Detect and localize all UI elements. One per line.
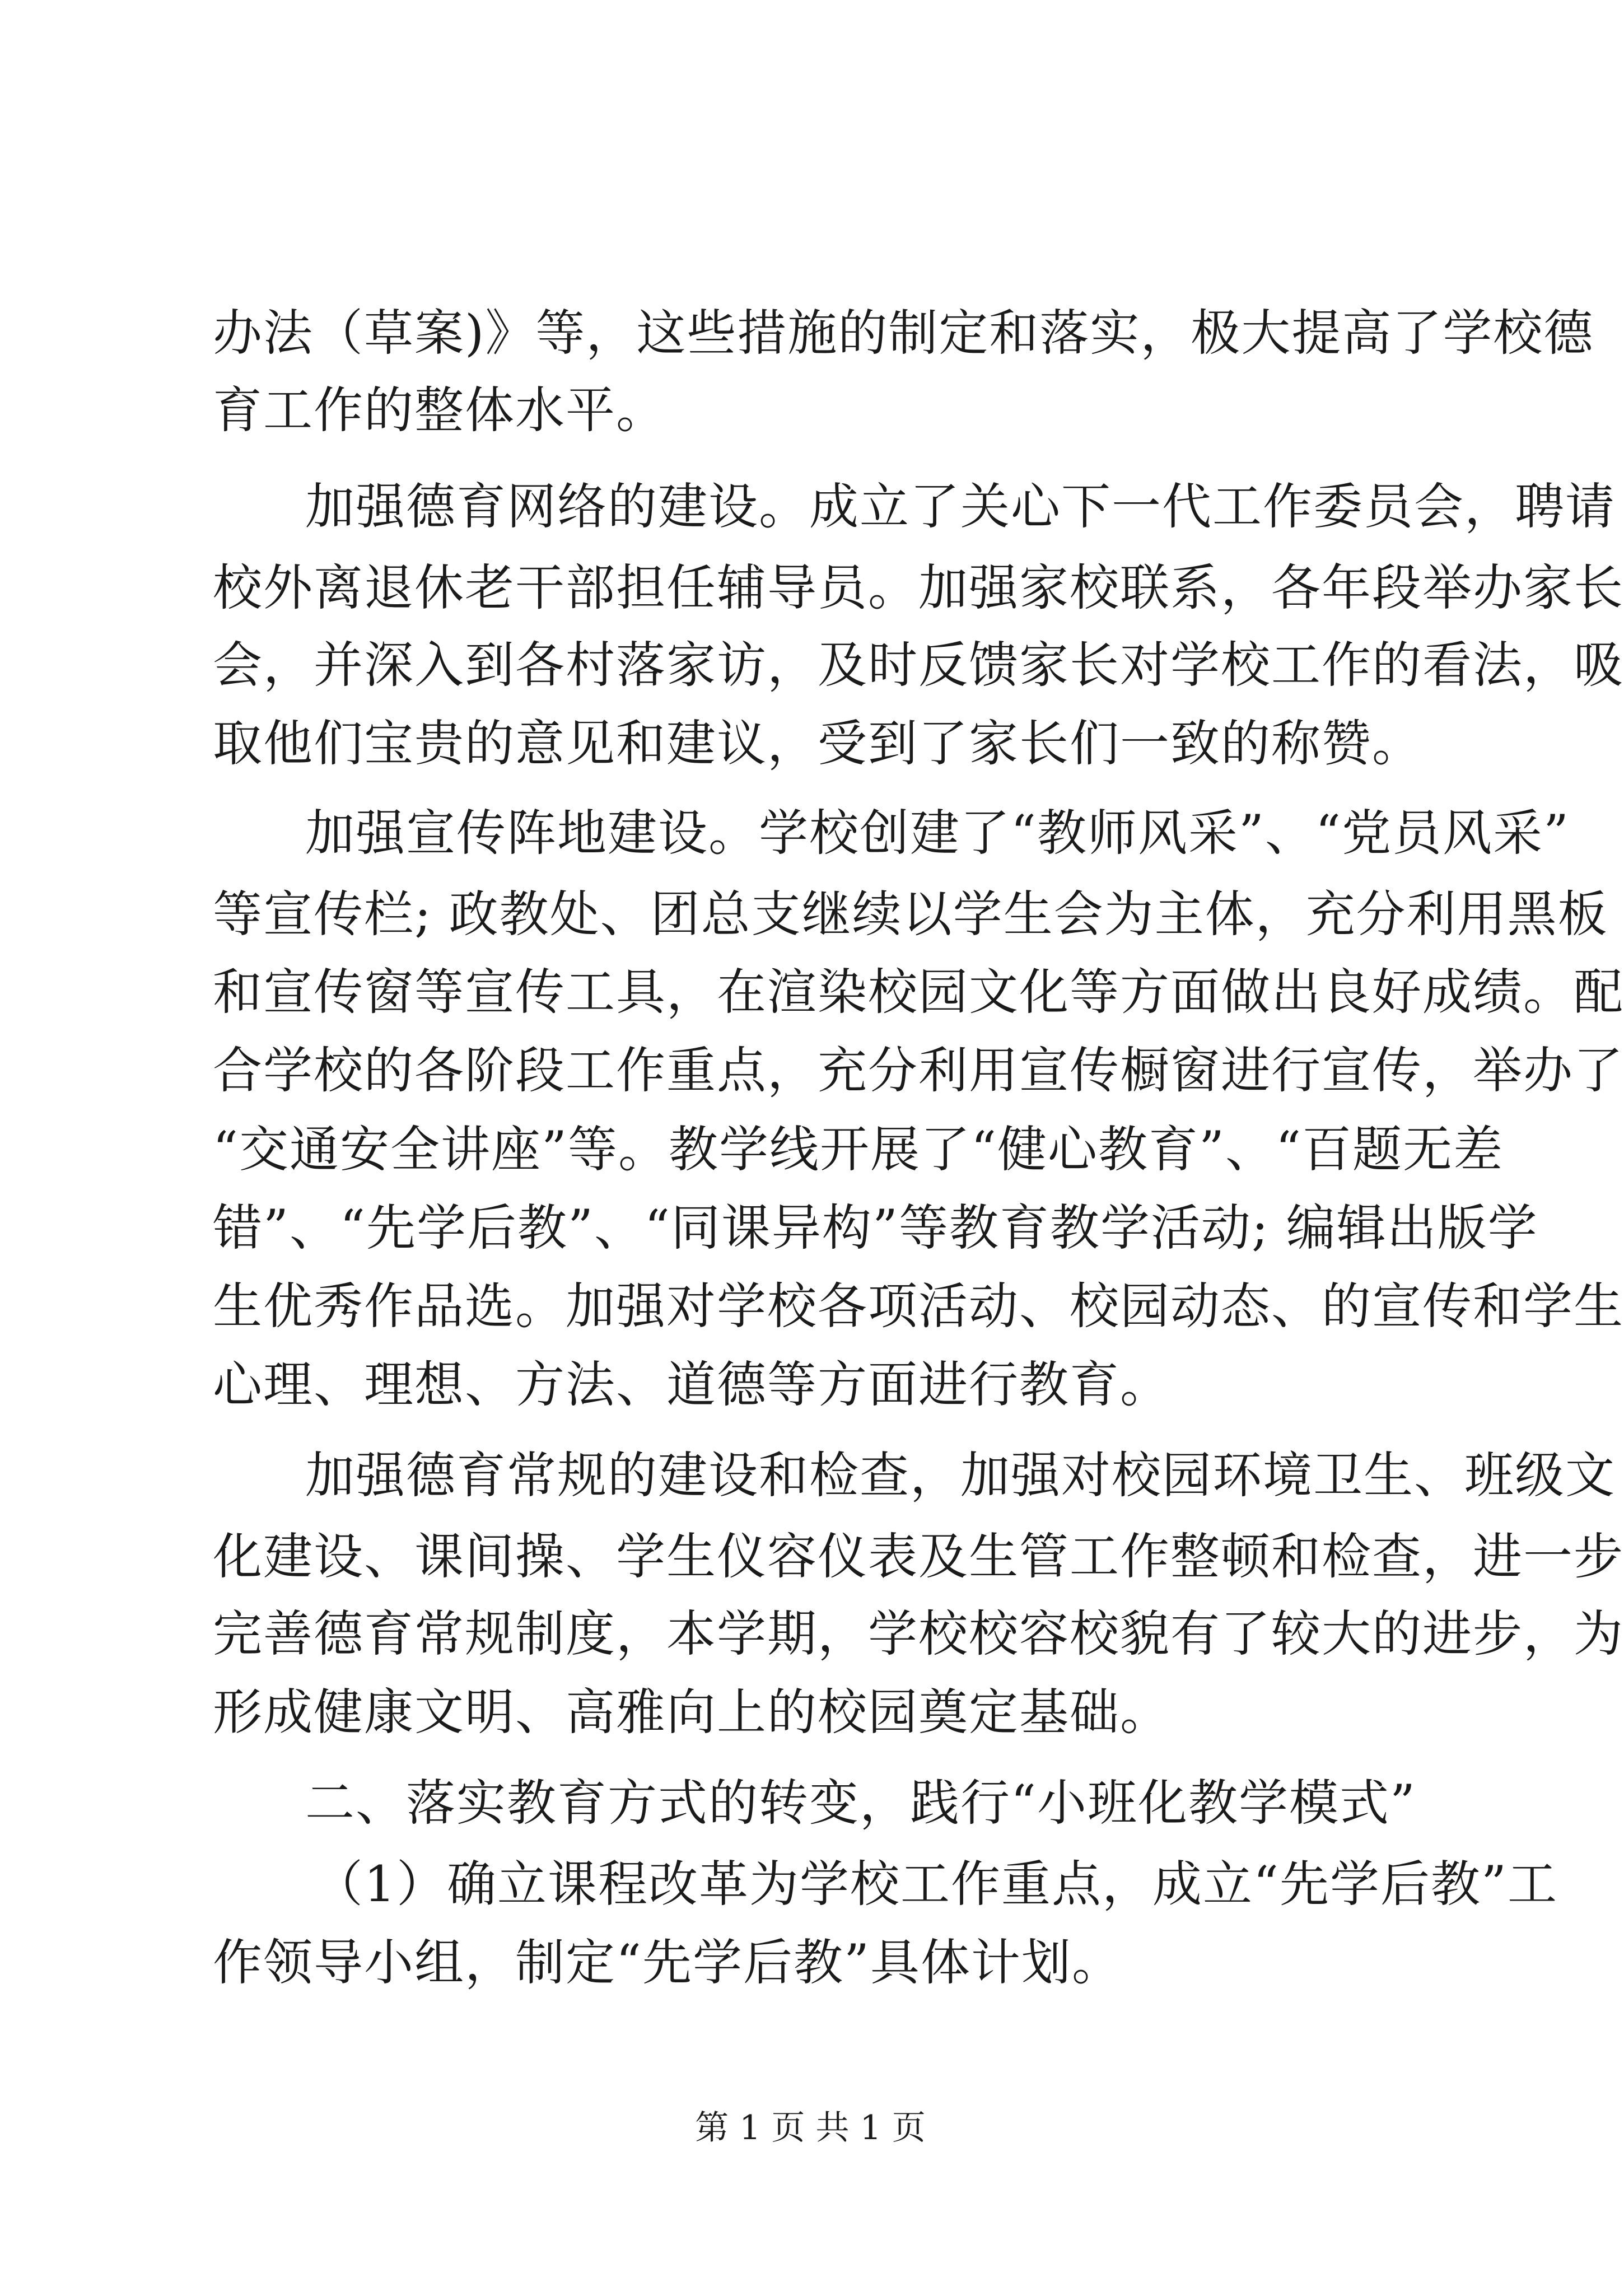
text-line: 生优秀作品选。加强对学校各项活动、校园动态、的宣传和学生 bbox=[213, 1277, 1624, 1335]
text-line: 形成健康文明、高雅向上的校园奠定基础。 bbox=[213, 1683, 1171, 1741]
text-line: 完善德育常规制度，本学期，学校校容校貌有了较大的进步，为 bbox=[213, 1605, 1624, 1663]
text-line: 取他们宝贵的意见和建议，受到了家长们一致的称赞。 bbox=[213, 715, 1423, 772]
text-line: 作领导小组，制定“先学后教”具体计划。 bbox=[213, 1934, 1122, 1991]
text-line: 合学校的各阶段工作重点，充分利用宣传橱窗进行宣传，举办了 bbox=[213, 1042, 1624, 1099]
paragraph-first-line: 加强德育常规的建设和检查，加强对校园环境卫生、班级文 bbox=[305, 1446, 1616, 1504]
text-line: 等宣传栏; 政教处、团总支继续以学生会为主体，充分利用黑板 bbox=[213, 885, 1608, 943]
text-line: 办法（草案)》等，这些措施的制定和落实，极大提高了学校德 bbox=[213, 304, 1594, 362]
paragraph-first-line: 加强宣传阵地建设。学校创建了“教师风采”、“党员风采” bbox=[305, 804, 1570, 862]
text-line: 校外离退休老干部担任辅导员。加强家校联系，各年段举办家长 bbox=[213, 559, 1624, 617]
section-heading: 二、落实教育方式的转变，践行“小班化教学模式” bbox=[305, 1774, 1416, 1832]
text-line: “交通安全讲座”等。教学线开展了“健心教育”、“百题无差 bbox=[213, 1121, 1504, 1178]
text-line: 会，并深入到各村落家访，及时反馈家长对学校工作的看法，吸 bbox=[213, 636, 1624, 694]
text-line: 化建设、课间操、学生仪容仪表及生管工作整顿和检查，进一步 bbox=[213, 1528, 1624, 1585]
text-line: 错”、“先学后教”、“同课异构”等教育教学活动; 编辑出版学 bbox=[213, 1199, 1538, 1257]
paragraph-first-line: 加强德育网络的建设。成立了关心下一代工作委员会，聘请 bbox=[305, 478, 1616, 535]
page-footer: 第 1 页 共 1 页 bbox=[695, 2108, 926, 2148]
text-line: 心理、理想、方法、道德等方面进行教育。 bbox=[213, 1356, 1171, 1413]
text-line: 育工作的整体水平。 bbox=[213, 381, 667, 439]
paragraph-first-line: （1）确立课程改革为学校工作重点，成立“先学后教”工 bbox=[314, 1855, 1558, 1913]
text-line: 和宣传窗等宣传工具，在渲染校园文化等方面做出良好成绩。配 bbox=[213, 963, 1624, 1021]
